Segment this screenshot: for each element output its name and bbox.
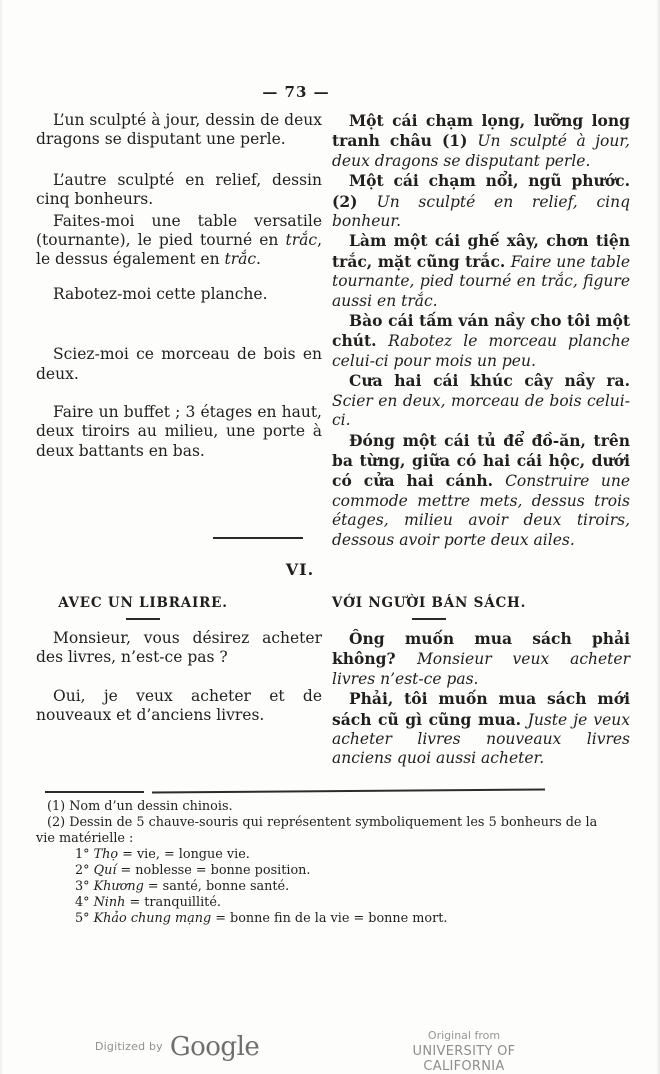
- section-divider-rule: [213, 537, 303, 539]
- section-headings: [36, 592, 630, 620]
- footnote-line: [75, 895, 598, 911]
- footnote-rule-right-segment: [152, 788, 545, 793]
- text-run: Faire un buffet ; 3 étages en haut, deux tiroirs au milieu, une porte à deux battants en bas.: [36, 403, 322, 460]
- vietnamese-heading-wrap: [280, 592, 578, 620]
- vietnamese-paragraph: [332, 231, 630, 311]
- text-run: Construire une commode mettre mets, dessus trois étages, milieu avoir deux tiroirs, dessous avoir porte deux ailes.: [332, 472, 630, 549]
- dialogue-section-carpenter: [36, 111, 630, 550]
- vietnamese-heading: VỚI NGƯỜI BÁN SÁCH.: [331, 595, 527, 611]
- french-paragraph: [36, 345, 322, 384]
- text-run: Un sculpté en relief, cinq bonheur.: [332, 192, 630, 231]
- text-run: = santé, bonne santé.: [143, 879, 290, 894]
- institution-label: UNIVERSITY OF CALIFORNIA: [412, 1044, 516, 1074]
- french-paragraph: [36, 629, 322, 668]
- text-run: L’un sculpté à jour, dessin de deux dragons se disputant une perle.: [36, 111, 322, 149]
- footnote-line: [36, 799, 598, 815]
- text-run: Ông muốn mua sách phải không?: [332, 629, 630, 669]
- text-run: Un sculpté à jour, deux dragons se disputant perle.: [332, 132, 630, 170]
- text-run: 2°: [75, 863, 94, 878]
- page-right-edge: [656, 0, 660, 1074]
- digitized-by-label: Digitized by: [95, 1039, 163, 1053]
- vietnamese-paragraph: [332, 689, 630, 769]
- text-run: Phải, tôi muốn mua sách mới sách cũ gì cũng mua.: [332, 689, 630, 729]
- vietnamese-column: [332, 111, 630, 550]
- french-column: [36, 629, 322, 769]
- footnote-line: [75, 911, 598, 927]
- google-logo: Google: [169, 1032, 260, 1062]
- french-paragraph: [36, 171, 322, 210]
- text-run: Thọ: [93, 847, 119, 862]
- text-run: Bào cái tấm ván nầy cho tôi một chút.: [332, 311, 630, 351]
- text-run: 4°: [75, 895, 94, 910]
- french-column: [36, 111, 322, 550]
- text-run: = bonne fin de la vie = bonne mort.: [211, 911, 448, 926]
- text-run: Rabotez-moi cette planche.: [53, 284, 268, 303]
- vietnamese-paragraph: [332, 629, 630, 689]
- text-run: 1°: [75, 847, 94, 862]
- vietnamese-paragraph: [332, 431, 630, 550]
- text-run: trắc: [285, 231, 318, 250]
- text-run: Rabotez le morceau planche celui-ci pour mois un peu.: [332, 332, 630, 370]
- text-run: Ninh: [93, 895, 126, 910]
- footnote-rule-left-segment: [45, 791, 144, 793]
- text-run: = tranquillité.: [125, 895, 221, 910]
- french-paragraph: [36, 285, 322, 304]
- text-run: = vie, = longue vie.: [118, 847, 250, 862]
- french-paragraph: [36, 687, 322, 726]
- vietnamese-paragraph: [332, 371, 630, 430]
- text-run: Oui, je veux acheter et de nouveaux et d’anciens livres.: [36, 686, 322, 725]
- text-run: Faire une table tournante, pied tourné en trắc, figure aussi en trắc.: [332, 252, 630, 310]
- text-run: Cưa hai cái khúc cây nầy ra.: [349, 371, 630, 391]
- footnote-line: [36, 815, 598, 847]
- vietnamese-paragraph: [332, 111, 630, 171]
- text-run: (1) Nom d’un dessin chinois.: [47, 799, 233, 814]
- french-paragraph: [36, 403, 322, 461]
- text-run: (2) Dessin de 5 chauve-souris qui représentent symboliquement les 5 bonheurs de la vie matérielle :: [36, 815, 598, 846]
- text-run: Sciez-moi ce morceau de bois en deux.: [36, 345, 322, 383]
- text-run: .: [256, 250, 261, 269]
- digitized-by-group: [95, 1031, 259, 1061]
- vietnamese-heading-underline: [412, 618, 446, 620]
- french-heading: AVEC UN LIBRAIRE.: [58, 595, 228, 611]
- text-run: Làm một cái ghế xây, chơn tiện trắc, mặt cũng trắc.: [332, 231, 630, 271]
- french-heading-underline: [126, 618, 160, 620]
- footnote-line: [75, 879, 598, 895]
- page-number: — 73 —: [262, 83, 330, 101]
- text-run: Khảo chung mạng: [93, 911, 212, 926]
- vietnamese-paragraph: [332, 171, 630, 231]
- vietnamese-column: [332, 629, 630, 769]
- text-run: 3°: [75, 879, 94, 894]
- text-run: Monsieur veux acheter livres n’est-ce pas.: [332, 650, 630, 688]
- provenance-group: [374, 1029, 554, 1074]
- french-paragraph: [36, 111, 322, 150]
- text-run: L’autre sculpté en relief, dessin cinq bonheurs.: [36, 170, 322, 209]
- footnote-line: [75, 863, 598, 879]
- original-from-label: Original from: [427, 1029, 501, 1042]
- vietnamese-paragraph: [332, 311, 630, 371]
- footnote-line: [75, 847, 598, 863]
- section-number: VI.: [285, 560, 315, 579]
- text-run: 5°: [75, 911, 94, 926]
- text-run: = noblesse = bonne position.: [116, 863, 311, 878]
- text-run: Một cái chạm lọng, lưỡng long tranh châu (1): [332, 111, 630, 151]
- text-run: Quí: [93, 863, 117, 878]
- text-run: Một cái chạm nổi, ngũ phước. (2): [332, 171, 630, 211]
- text-run: Juste je veux acheter livres nouveaux livres anciens quoi aussi acheter.: [332, 710, 630, 768]
- dialogue-section-bookseller: [36, 629, 630, 769]
- text-run: Khương: [93, 879, 144, 894]
- french-paragraph: [36, 212, 322, 270]
- text-run: Đóng một cái tủ để đồ-ăn, trên ba từng, giữa có hai cái hộc, dưới có cửa hai cánh.: [332, 430, 630, 491]
- text-run: trắc: [224, 250, 257, 269]
- page-left-edge: [0, 0, 3, 1074]
- footnotes-block: [36, 799, 598, 927]
- text-run: Monsieur, vous désirez acheter des livres, n’est-ce pas ?: [36, 629, 322, 667]
- text-run: , le dessus également en: [36, 231, 322, 269]
- text-run: Scier en deux, morceau de bois celui-ci.: [332, 391, 630, 430]
- french-heading-wrap: [0, 592, 286, 620]
- text-run: Faites-moi une table versatile (tournante), le pied tourné en: [36, 211, 322, 250]
